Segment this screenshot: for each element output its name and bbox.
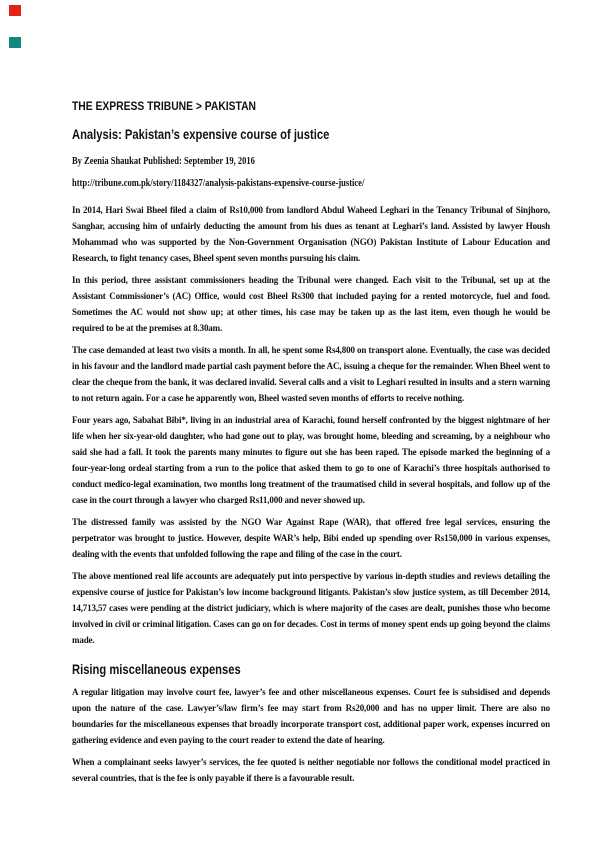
article-paragraph: The distressed family was assisted by the NGO War Against Rape (WAR), that offered free legal services, ensuring the perpetrator was brought to justice. However, despite WAR’s help, Bibi ended up spending over Rs150,000 in various expenses, dealing with the events that unfolded following the rape and filing of the case in the court. <box>72 517 550 559</box>
article-url: http://tribune.com.pk/story/1184327/analysis-pakistans-expensive-course-justice/ <box>72 178 365 189</box>
article-byline: By Zeenia Shaukat Published: September 19, 2016 <box>72 156 255 167</box>
section-paragraph: When a complainant seeks lawyer’s services, the fee quoted is neither negotiable nor follows the conditional model practiced in several countries, that is the fee is only payable if there is a favourable result. <box>72 757 550 783</box>
article-paragraph: In this period, three assistant commissioners heading the Tribunal were changed. Each visit to the Tribunal, set up at the Assistant Commissioner’s (AC) Office, would cost Bheel Rs300 that included paying for a rented motorcycle, fuel and food. Sometimes the AC would not show up; at other times, his case may be taken up as the last item, even though he would be required to be at the premises at 8.30am. <box>72 275 550 333</box>
article-paragraph: Four years ago, Sabahat Bibi*, living in an industrial area of Karachi, found herself confronted by the biggest nightmare of her life when her six-year-old daughter, who had gone out to play, was brought home, bleeding and screaming, by a neighbour who said she had a fall. It took the parents many minutes to figure out she has been raped. The episode marked the beginning of a four-year-long ordeal starting from a run to the police that asked them to go to one of Karachi’s three hospitals authorised to conduct medico-legal examination, two months long treatment of the traumatised child in several hospitals, and follow up of the case in the court through a lawyer who charged Rs11,000 and never showed up. <box>72 415 550 505</box>
section-paragraph: A regular litigation may involve court fee, lawyer’s fee and other miscellaneous expenses. Court fee is subsidised and depends upon the nature of the case. Lawyer’s/law firm’s fee may start from Rs20,000 and has no upper limit. There are also no boundaries for the miscellaneous expenses that broadly incorporate transport cost, additional paper work, expenses incurred on gathering evidence and even paying to the court reader to extend the date of hearing. <box>72 687 550 745</box>
section-heading-rising-miscellaneous-expenses: Rising miscellaneous expenses <box>72 661 241 677</box>
article-title: Analysis: Pakistan’s expensive course of justice <box>72 126 330 142</box>
article <box>72 0 550 786</box>
article-paragraph: The case demanded at least two visits a month. In all, he spent some Rs4,800 on transport alone. Eventually, the case was decided in his favour and the landlord made partial cash payment before the AC, issuing a cheque for the remainder. When Bheel went to clear the cheque from the bank, it was declared invalid. Several calls and a visit to Leghari resulted in insults and a stern warning to not return again. For a case he apparently won, Bheel wasted seven months of efforts to receive nothing. <box>72 345 550 403</box>
site-breadcrumb: THE EXPRESS TRIBUNE > PAKISTAN <box>72 99 256 113</box>
article-paragraph: The above mentioned real life accounts are adequately put into perspective by various in-depth studies and reviews detailing the expensive course of justice for Pakistan’s low income background litigants. Pakistan’s slow justice system, as till December 2014, 14,713,57 cases were pending at the district judiciary, which is where majority of the cases are dealt, punishes those who become involved in civil or criminal litigation. Cases can go on for decades. Cost in terms of money spent ends up going beyond the claims made. <box>72 571 550 645</box>
article-paragraph: In 2014, Hari Swai Bheel filed a claim of Rs10,000 from landlord Abdul Waheed Leghari in the Tenancy Tribunal of Sinjhoro, Sanghar, accusing him of unfairly deducting the amount from his dues as tenant at Leghari’s land. Assisted by lawyer Housh Mohammad who was supported by the Non-Government Organisation (NGO) Pakistan Institute of Labour Education and Research, to fight tenancy cases, Bheel spent seven months pursuing his claim. <box>72 205 550 263</box>
annotation-mark-red <box>9 5 21 16</box>
annotation-mark-teal <box>9 37 21 48</box>
